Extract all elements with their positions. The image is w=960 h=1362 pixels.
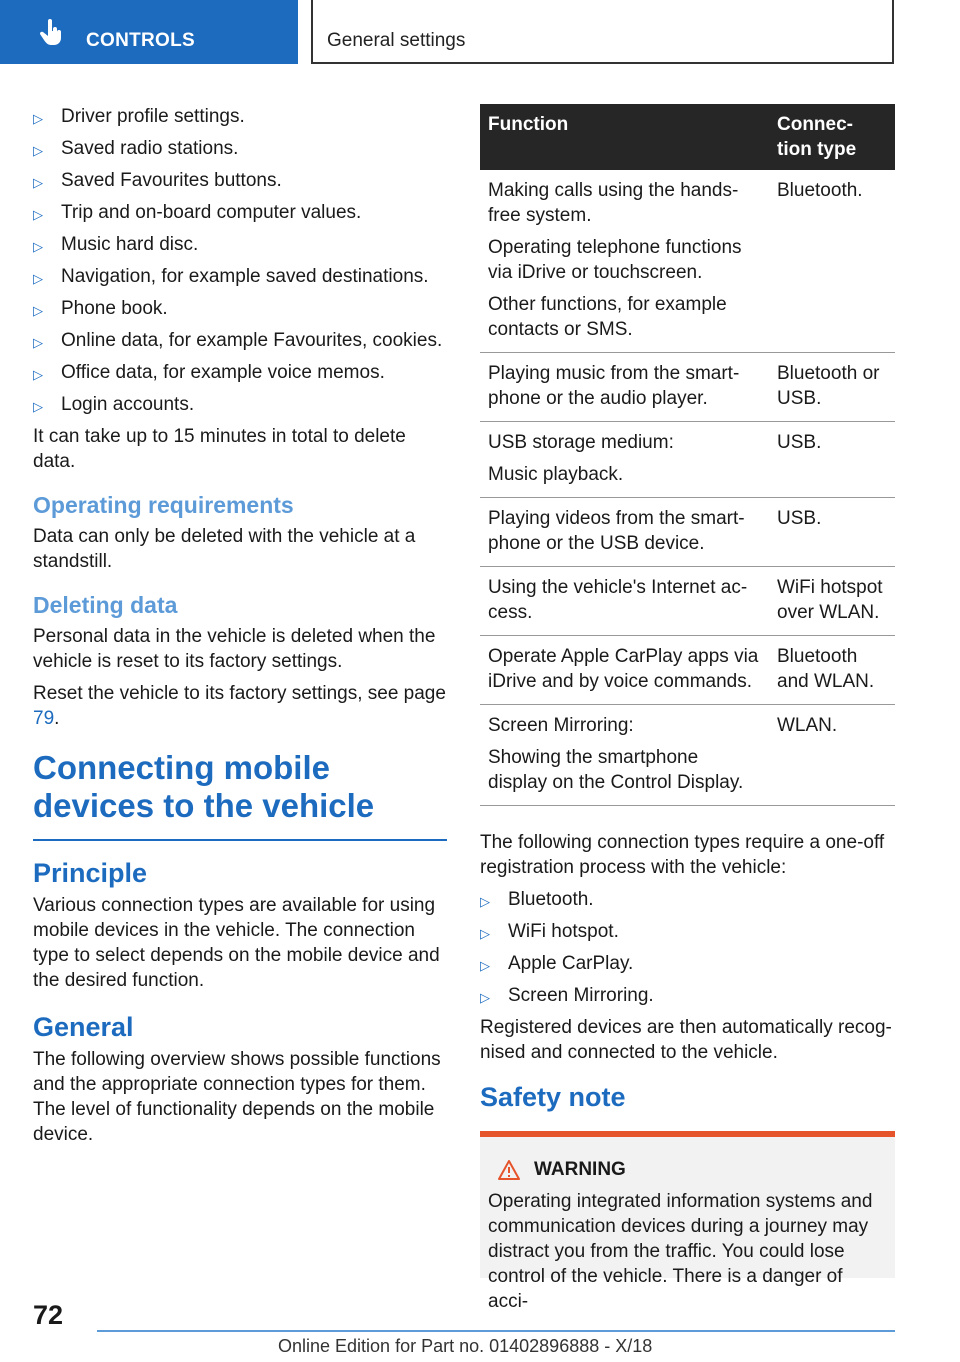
list-item: ▷ Login accounts. — [33, 392, 447, 417]
triangle-bullet-icon: ▷ — [33, 175, 43, 190]
triangle-bullet-icon: ▷ — [33, 367, 43, 382]
reset-reference-text: Reset the vehicle to its factory settings, see page 79. — [33, 683, 446, 729]
connection-cell: Bluetooth and WLAN. — [769, 636, 895, 705]
connection-cell: USB. — [769, 422, 895, 498]
list-item: ▷ Trip and on-board computer values. — [33, 200, 447, 225]
principle-text: Various connection types are available for using mobile devices in the vehicle. The connection type to select depends on the mobile device and the desired function. — [33, 895, 440, 991]
registration-list — [480, 887, 895, 1008]
triangle-bullet-icon: ▷ — [33, 207, 43, 222]
connecting-devices-heading: Connecting mobile devices to the vehicle — [33, 749, 375, 824]
list-item: ▷ Saved Favourites buttons. — [33, 168, 447, 193]
general-text: The following overview shows possible functions and the appropriate connection types for them. The level of functionality depends on the mobile device. — [33, 1049, 441, 1145]
list-item: ▷ Bluetooth. — [480, 887, 895, 912]
table-header-row — [480, 104, 895, 170]
section-title-box — [311, 0, 894, 64]
warning-box — [480, 1131, 895, 1312]
list-item: ▷ Navigation, for example saved destinations. — [33, 264, 447, 289]
function-cell: Screen Mirroring: Showing the smartphone display on the Control Display. — [480, 705, 769, 806]
list-item: ▷ Saved radio stations. — [33, 136, 447, 161]
triangle-bullet-icon: ▷ — [480, 990, 490, 1005]
left-column — [33, 104, 447, 1154]
column-header-connection-type: Connec-tion type — [769, 104, 895, 170]
deleting-data-text: Personal data in the vehicle is deleted when the vehicle is reset to its factory settings. — [33, 626, 436, 672]
connection-cell: WLAN. — [769, 705, 895, 806]
triangle-bullet-icon: ▷ — [33, 303, 43, 318]
function-cell: Using the vehicle's Internet ac-cess. — [480, 567, 769, 636]
deleted-data-list — [33, 104, 447, 417]
section-tab-label: CONTROLS — [86, 30, 196, 51]
function-cell: Operate Apple CarPlay apps via iDrive and by voice commands. — [480, 636, 769, 705]
table-row — [480, 422, 895, 498]
triangle-bullet-icon: ▷ — [33, 399, 43, 414]
section-tab-controls[interactable] — [0, 0, 298, 64]
footer-divider — [97, 1330, 895, 1332]
warning-header — [488, 1157, 887, 1182]
list-item: ▷ Online data, for example Favourites, cookies. — [33, 328, 447, 353]
list-item: ▷ Music hard disc. — [33, 232, 447, 257]
triangle-bullet-icon: ▷ — [480, 958, 490, 973]
page-number: 72 — [33, 1300, 64, 1330]
list-item: ▷ Office data, for example voice memos. — [33, 360, 447, 385]
heading-divider — [33, 839, 447, 841]
operating-requirements-heading: Operating requirements — [33, 492, 294, 518]
list-item: ▷ WiFi hotspot. — [480, 919, 895, 944]
triangle-bullet-icon: ▷ — [33, 111, 43, 126]
table-row — [480, 170, 895, 353]
function-cell: USB storage medium: Music playback. — [480, 422, 769, 498]
operating-requirements-text: Data can only be deleted with the vehicle at a standstill. — [33, 526, 416, 572]
delete-time-note: It can take up to 15 minutes in total to delete data. — [33, 426, 406, 472]
list-item: ▷ Screen Mirroring. — [480, 983, 895, 1008]
triangle-bullet-icon: ▷ — [480, 926, 490, 941]
warning-triangle-icon — [498, 1160, 520, 1180]
table-row — [480, 567, 895, 636]
page-79-link[interactable]: 79 — [33, 708, 55, 729]
column-header-function: Function — [480, 104, 769, 170]
connection-cell: WiFi hotspot over WLAN. — [769, 567, 895, 636]
table-row — [480, 636, 895, 705]
right-column — [480, 104, 895, 1312]
triangle-bullet-icon: ▷ — [33, 335, 43, 350]
function-cell: Playing music from the smart-phone or the audio player. — [480, 353, 769, 422]
list-item: ▷ Apple CarPlay. — [480, 951, 895, 976]
edition-footer: Online Edition for Part no. 01402896888 - X/18 — [278, 1336, 653, 1356]
table-row — [480, 353, 895, 422]
list-item: ▷ Phone book. — [33, 296, 447, 321]
function-cell: Playing videos from the smart-phone or the USB device. — [480, 498, 769, 567]
function-cell: Making calls using the hands-free system. Operating telephone functions via iDrive or touchscreen. Other functions, for example contacts or SMS. — [480, 170, 769, 353]
triangle-bullet-icon: ▷ — [33, 143, 43, 158]
list-item: ▷ Driver profile settings. — [33, 104, 447, 129]
connection-cell: Bluetooth or USB. — [769, 353, 895, 422]
registration-outro: Registered devices are then automatically recog-nised and connected to the vehicle. — [480, 1017, 892, 1063]
warning-label: WARNING — [534, 1159, 626, 1180]
connection-types-table — [480, 104, 895, 806]
section-title: General settings — [327, 30, 466, 51]
safety-note-heading: Safety note — [480, 1082, 626, 1112]
table-row — [480, 498, 895, 567]
deleting-data-heading: Deleting data — [33, 592, 178, 618]
warning-text: Operating integrated information systems and communication devices during a journey may distract you from the traffic. You could lose control of the vehicle. There is a danger of acci- — [488, 1191, 873, 1312]
triangle-bullet-icon: ▷ — [33, 239, 43, 254]
table-row — [480, 705, 895, 806]
registration-intro: The following connection types require a one-off registration process with the vehicle: — [480, 832, 885, 878]
triangle-bullet-icon: ▷ — [33, 271, 43, 286]
principle-heading: Principle — [33, 858, 148, 888]
general-heading: General — [33, 1012, 134, 1042]
hand-pointer-icon — [38, 18, 66, 46]
triangle-bullet-icon: ▷ — [480, 894, 490, 909]
connection-cell: Bluetooth. — [769, 170, 895, 353]
connection-cell: USB. — [769, 498, 895, 567]
